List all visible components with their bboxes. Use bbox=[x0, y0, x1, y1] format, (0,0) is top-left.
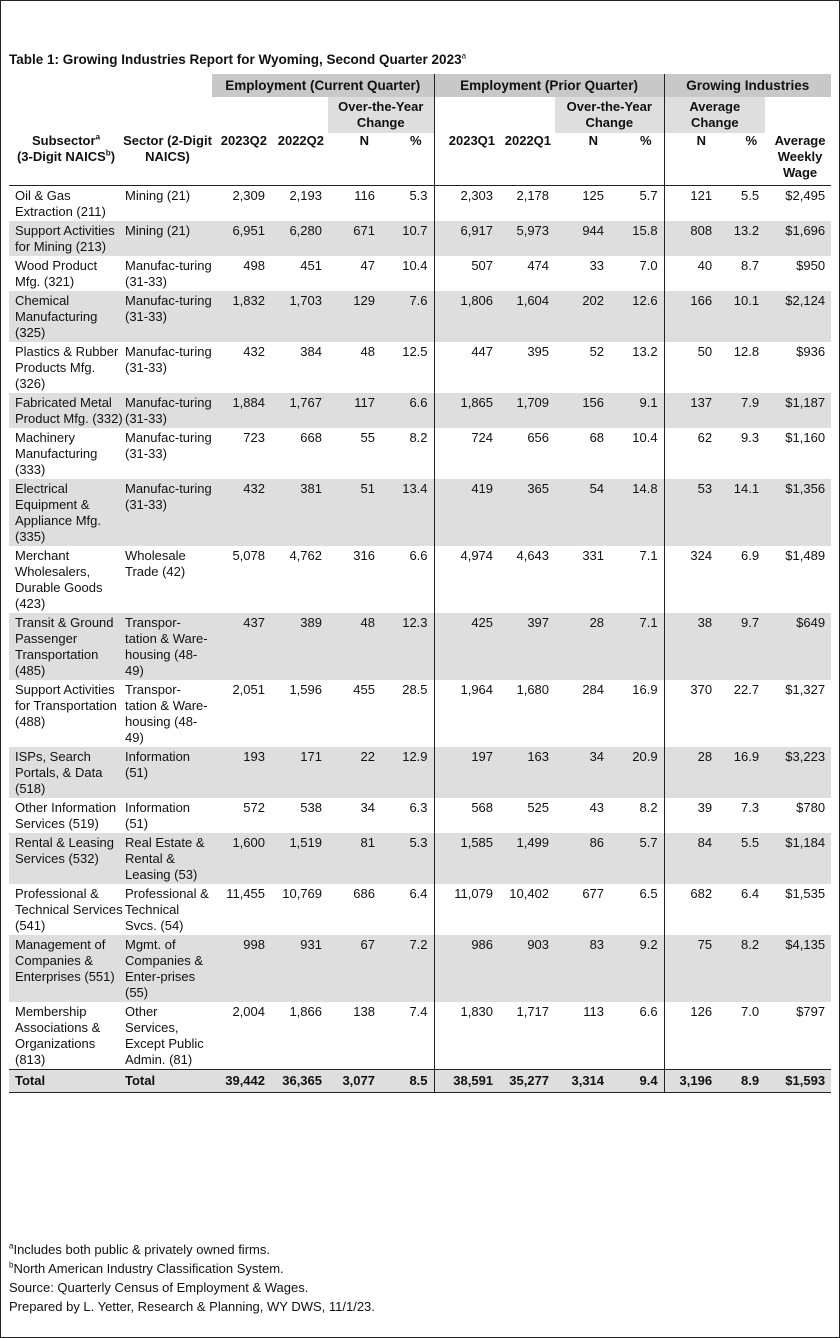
cell-average-change-pct: 7.3 bbox=[740, 800, 760, 815]
cell-current-change-n: 51 bbox=[328, 479, 381, 546]
col-subsector bbox=[9, 133, 123, 186]
cell-subsector: Oil & Gas Extraction (211) bbox=[15, 188, 106, 219]
cell-sector: Information (51) bbox=[123, 747, 212, 798]
cell-subsector: Membership Associations & Organizations (813) bbox=[15, 1004, 101, 1067]
footnotes bbox=[9, 1240, 375, 1316]
cell-employment-2023q1: 986 bbox=[434, 935, 499, 1002]
footnote-text: Prepared by L. Yetter, Research & Planning, WY DWS, 11/1/23. bbox=[9, 1299, 375, 1314]
cell-current-change-pct: 5.3 bbox=[409, 188, 428, 203]
cell-employment-2023q2: 998 bbox=[212, 935, 271, 1002]
cell-average-weekly-wage: $2,495 bbox=[785, 188, 826, 203]
cell-employment-2022q2: 1,866 bbox=[289, 1004, 322, 1019]
table-row bbox=[9, 613, 831, 680]
cell-sector: Transpor-tation & Ware-housing (48-49) bbox=[125, 682, 208, 745]
cell-employment-2022q1: 1,499 bbox=[499, 833, 555, 884]
cell-prior-change-pct: 14.8 bbox=[610, 479, 664, 546]
cell-subsector: Wood Product Mfg. (321) bbox=[15, 258, 98, 289]
cell-prior-change-pct: 5.7 bbox=[639, 188, 658, 203]
cell-current-change-pct: 10.4 bbox=[402, 258, 428, 273]
cell-average-change-n: 682 bbox=[664, 884, 718, 935]
title-footnote-marker: a bbox=[461, 51, 467, 61]
cell-prior-change-pct: 9.2 bbox=[610, 935, 664, 1002]
cell-prior-change-pct: 20.9 bbox=[610, 747, 664, 798]
cell-average-weekly-wage: $2,124 bbox=[765, 291, 831, 342]
column-header-row bbox=[9, 133, 831, 186]
subgroup-prior-oty: Over-the-Year Change bbox=[555, 97, 664, 133]
col-2023q2: 2023Q2 bbox=[220, 133, 267, 148]
cell-average-change-n: 370 bbox=[664, 680, 718, 747]
cell-average-change-pct: 8.2 bbox=[718, 935, 765, 1002]
cell-subsector: Management of Companies & Enterprises (551) bbox=[9, 935, 123, 1002]
cell-average-change-n: 39 bbox=[664, 798, 718, 833]
cell-employment-2023q2: 572 bbox=[243, 800, 265, 815]
cell-average-change-n: 50 bbox=[664, 342, 718, 393]
table-row bbox=[9, 884, 831, 935]
cell-current-change-n: 671 bbox=[328, 221, 381, 256]
total-2022q1: 35,277 bbox=[499, 1070, 555, 1093]
cell-employment-2023q2: 432 bbox=[243, 344, 265, 359]
cell-sector: Mining (21) bbox=[125, 188, 191, 203]
cell-current-change-n: 138 bbox=[353, 1004, 375, 1019]
col-average-weekly-wage: Average Weekly Wage bbox=[774, 133, 826, 180]
cell-employment-2022q2: 451 bbox=[300, 258, 322, 273]
cell-prior-change-n: 52 bbox=[589, 344, 605, 359]
cell-employment-2023q2: 2,309 bbox=[232, 188, 265, 203]
cell-employment-2022q1: 2,178 bbox=[516, 188, 550, 203]
cell-employment-2023q2: 11,455 bbox=[226, 886, 265, 901]
cell-average-weekly-wage: $1,184 bbox=[765, 833, 831, 884]
table-row bbox=[9, 342, 831, 393]
cell-employment-2022q1: 656 bbox=[527, 430, 550, 445]
col-prior-pct: % bbox=[640, 133, 652, 148]
cell-prior-change-n: 113 bbox=[583, 1004, 605, 1019]
cell-subsector: Plastics & Rubber Products Mfg. (326) bbox=[15, 344, 119, 391]
cell-current-change-pct: 6.4 bbox=[409, 886, 428, 901]
col-prior-n: N bbox=[588, 133, 599, 148]
cell-sector: Transpor-tation & Ware-housing (48-49) bbox=[123, 613, 212, 680]
cell-current-change-n: 129 bbox=[328, 291, 381, 342]
cell-employment-2022q2: 538 bbox=[300, 800, 322, 815]
footnote-text: Source: Quarterly Census of Employment & Wages. bbox=[9, 1280, 309, 1295]
cell-current-change-pct: 13.4 bbox=[381, 479, 434, 546]
cell-subsector: Professional & Technical Services (541) bbox=[15, 886, 123, 933]
cell-average-weekly-wage: $1,489 bbox=[785, 548, 826, 563]
cell-average-change-n: 121 bbox=[664, 186, 718, 222]
group-header-row bbox=[9, 74, 831, 97]
cell-prior-change-pct: 9.1 bbox=[610, 393, 664, 428]
cell-employment-2023q1: 6,917 bbox=[434, 221, 499, 256]
cell-sector: Other Services, Except Public Admin. (81) bbox=[125, 1004, 204, 1067]
cell-employment-2022q2: 6,280 bbox=[271, 221, 328, 256]
total-current-pct: 8.5 bbox=[381, 1070, 434, 1093]
table-row bbox=[9, 680, 831, 747]
cell-employment-2022q1: 5,973 bbox=[499, 221, 555, 256]
col-subsector-label: Subsector bbox=[31, 133, 96, 148]
subgroup-header-row bbox=[9, 97, 831, 133]
cell-prior-change-n: 34 bbox=[555, 747, 610, 798]
cell-average-weekly-wage: $1,160 bbox=[785, 430, 826, 445]
cell-employment-2022q2: 381 bbox=[271, 479, 328, 546]
cell-prior-change-pct: 12.6 bbox=[610, 291, 664, 342]
col-growing-n: N bbox=[664, 133, 718, 186]
total-prior-n: 3,314 bbox=[555, 1070, 610, 1093]
cell-sector: Professional & Technical Svcs. (54) bbox=[125, 886, 209, 933]
cell-subsector: Merchant Wholesalers, Durable Goods (423) bbox=[15, 548, 103, 611]
cell-average-change-pct: 13.2 bbox=[718, 221, 765, 256]
cell-current-change-pct: 7.6 bbox=[381, 291, 434, 342]
cell-average-change-pct: 9.3 bbox=[740, 430, 760, 445]
table-body bbox=[9, 186, 831, 1093]
cell-average-change-pct: 6.4 bbox=[740, 886, 760, 901]
cell-subsector: Fabricated Metal Product Mfg. (332) bbox=[9, 393, 123, 428]
cell-average-change-n: 38 bbox=[664, 613, 718, 680]
cell-average-change-pct: 5.5 bbox=[718, 833, 765, 884]
cell-employment-2022q2: 1,596 bbox=[289, 682, 322, 697]
cell-sector: Mgmt. of Companies & Enter-prises (55) bbox=[123, 935, 212, 1002]
cell-employment-2023q2: 498 bbox=[243, 258, 265, 273]
cell-employment-2022q1: 10,402 bbox=[509, 886, 550, 901]
cell-current-change-pct: 6.6 bbox=[409, 548, 428, 563]
cell-employment-2022q1: 1,717 bbox=[516, 1004, 550, 1019]
cell-employment-2023q2: 193 bbox=[212, 747, 271, 798]
cell-average-change-n: 808 bbox=[664, 221, 718, 256]
cell-average-weekly-wage: $1,535 bbox=[785, 886, 826, 901]
cell-sector: Manufac-turing (31-33) bbox=[125, 430, 212, 461]
cell-employment-2022q1: 397 bbox=[499, 613, 555, 680]
total-row bbox=[9, 1070, 831, 1093]
cell-average-weekly-wage: $936 bbox=[796, 344, 826, 359]
cell-current-change-n: 55 bbox=[360, 430, 375, 445]
cell-subsector: Transit & Ground Passenger Transportation (485) bbox=[9, 613, 123, 680]
cell-employment-2023q1: 2,303 bbox=[434, 186, 499, 222]
cell-average-change-n: 62 bbox=[664, 428, 718, 479]
cell-employment-2023q1: 1,585 bbox=[434, 833, 499, 884]
cell-employment-2023q1: 4,974 bbox=[434, 546, 499, 613]
cell-employment-2023q1: 1,806 bbox=[434, 291, 499, 342]
cell-subsector: Support Activities for Transportation (488) bbox=[15, 682, 117, 729]
table-row bbox=[9, 935, 831, 1002]
cell-average-change-n: 324 bbox=[664, 546, 718, 613]
cell-average-weekly-wage: $797 bbox=[796, 1004, 826, 1019]
cell-average-weekly-wage: $3,223 bbox=[765, 747, 831, 798]
cell-employment-2023q1: 1,865 bbox=[434, 393, 499, 428]
cell-employment-2023q1: 11,079 bbox=[434, 884, 499, 935]
cell-average-weekly-wage: $780 bbox=[796, 800, 826, 815]
cell-prior-change-pct: 7.0 bbox=[639, 258, 658, 273]
footnote-marker: b bbox=[9, 1260, 14, 1270]
cell-prior-change-n: 54 bbox=[555, 479, 610, 546]
cell-subsector: ISPs, Search Portals, & Data (518) bbox=[9, 747, 123, 798]
cell-prior-change-n: 83 bbox=[555, 935, 610, 1002]
cell-average-change-n: 75 bbox=[664, 935, 718, 1002]
cell-employment-2022q1: 1,709 bbox=[499, 393, 555, 428]
cell-sector: Manufac-turing (31-33) bbox=[123, 479, 212, 546]
cell-current-change-pct: 5.3 bbox=[381, 833, 434, 884]
cell-current-change-n: 48 bbox=[328, 613, 381, 680]
cell-current-change-n: 22 bbox=[328, 747, 381, 798]
cell-average-change-n: 137 bbox=[664, 393, 718, 428]
cell-prior-change-pct: 7.1 bbox=[639, 548, 658, 563]
cell-employment-2023q2: 2,051 bbox=[232, 682, 265, 697]
cell-average-change-pct: 16.9 bbox=[718, 747, 765, 798]
cell-subsector: Support Activities for Mining (213) bbox=[9, 221, 123, 256]
cell-average-weekly-wage: $1,187 bbox=[765, 393, 831, 428]
cell-average-change-n: 84 bbox=[664, 833, 718, 884]
cell-employment-2023q2: 5,078 bbox=[232, 548, 265, 563]
cell-average-change-pct: 14.1 bbox=[718, 479, 765, 546]
cell-current-change-pct: 8.2 bbox=[409, 430, 428, 445]
total-2022q2: 36,365 bbox=[271, 1070, 328, 1093]
cell-employment-2022q2: 1,767 bbox=[271, 393, 328, 428]
cell-prior-change-pct: 7.1 bbox=[610, 613, 664, 680]
cell-current-change-n: 316 bbox=[353, 548, 375, 563]
cell-current-change-pct: 7.2 bbox=[381, 935, 434, 1002]
total-2023q1: 38,591 bbox=[434, 1070, 499, 1093]
cell-employment-2022q1: 1,604 bbox=[499, 291, 555, 342]
cell-average-change-pct: 10.1 bbox=[718, 291, 765, 342]
cell-employment-2023q2: 1,884 bbox=[212, 393, 271, 428]
cell-employment-2022q2: 10,769 bbox=[282, 886, 322, 901]
cell-prior-change-pct: 16.9 bbox=[632, 682, 658, 697]
cell-employment-2022q1: 365 bbox=[499, 479, 555, 546]
cell-average-change-n: 126 bbox=[664, 1002, 718, 1070]
table-row bbox=[9, 428, 831, 479]
col-current-pct: % bbox=[409, 133, 422, 148]
table-row bbox=[9, 291, 831, 342]
cell-employment-2022q2: 668 bbox=[300, 430, 322, 445]
cell-average-weekly-wage: $1,356 bbox=[765, 479, 831, 546]
cell-employment-2022q2: 171 bbox=[271, 747, 328, 798]
cell-subsector: Machinery Manufacturing (333) bbox=[15, 430, 98, 477]
total-growing-pct: 8.9 bbox=[718, 1070, 765, 1093]
cell-sector: Manufac-turing (31-33) bbox=[125, 344, 212, 375]
cell-average-change-pct: 22.7 bbox=[733, 682, 760, 697]
cell-prior-change-n: 944 bbox=[555, 221, 610, 256]
cell-average-change-pct: 6.9 bbox=[740, 548, 760, 563]
col-2023q1: 2023Q1 bbox=[434, 133, 499, 186]
subgroup-average-change: Average Change bbox=[664, 97, 765, 133]
cell-average-weekly-wage: $1,696 bbox=[765, 221, 831, 256]
cell-current-change-pct: 6.3 bbox=[409, 800, 428, 815]
cell-employment-2022q2: 931 bbox=[271, 935, 328, 1002]
cell-employment-2022q2: 1,519 bbox=[271, 833, 328, 884]
cell-prior-change-pct: 15.8 bbox=[610, 221, 664, 256]
cell-prior-change-pct: 10.4 bbox=[632, 430, 658, 445]
total-prior-pct: 9.4 bbox=[610, 1070, 664, 1093]
cell-employment-2023q2: 437 bbox=[212, 613, 271, 680]
cell-current-change-pct: 10.7 bbox=[381, 221, 434, 256]
cell-subsector: Other Information Services (519) bbox=[15, 800, 117, 831]
cell-average-change-pct: 5.5 bbox=[740, 188, 760, 203]
cell-employment-2023q1: 1,830 bbox=[434, 1002, 499, 1070]
cell-current-change-n: 47 bbox=[360, 258, 375, 273]
cell-sector: Real Estate & Rental & Leasing (53) bbox=[123, 833, 212, 884]
cell-employment-2022q1: 474 bbox=[527, 258, 550, 273]
cell-employment-2023q1: 1,964 bbox=[434, 680, 499, 747]
table-row bbox=[9, 479, 831, 546]
cell-current-change-n: 81 bbox=[328, 833, 381, 884]
cell-employment-2022q2: 2,193 bbox=[289, 188, 322, 203]
cell-employment-2023q2: 432 bbox=[212, 479, 271, 546]
cell-prior-change-n: 156 bbox=[555, 393, 610, 428]
cell-employment-2023q1: 568 bbox=[434, 798, 499, 833]
cell-employment-2022q1: 163 bbox=[499, 747, 555, 798]
group-header-current: Employment (Current Quarter) bbox=[212, 74, 434, 97]
col-current-n: N bbox=[359, 133, 369, 148]
cell-average-change-pct: 12.8 bbox=[733, 344, 760, 359]
footnote-marker: a bbox=[9, 1241, 14, 1251]
cell-prior-change-pct: 8.2 bbox=[639, 800, 658, 815]
cell-sector: Information (51) bbox=[125, 800, 191, 831]
col-subsector-label-2b: ) bbox=[110, 149, 116, 164]
table-row bbox=[9, 747, 831, 798]
table-row bbox=[9, 256, 831, 291]
cell-employment-2022q1: 1,680 bbox=[516, 682, 550, 697]
cell-average-change-n: 166 bbox=[664, 291, 718, 342]
cell-prior-change-n: 43 bbox=[589, 800, 605, 815]
table-row bbox=[9, 221, 831, 256]
cell-employment-2023q1: 447 bbox=[434, 342, 499, 393]
cell-employment-2023q2: 1,832 bbox=[212, 291, 271, 342]
footnote-line bbox=[9, 1259, 375, 1278]
cell-average-change-pct: 7.9 bbox=[718, 393, 765, 428]
cell-prior-change-n: 28 bbox=[555, 613, 610, 680]
cell-current-change-n: 48 bbox=[360, 344, 375, 359]
group-header-prior: Employment (Prior Quarter) bbox=[434, 74, 664, 97]
table-title-text: Table 1: Growing Industries Report for Wyoming, Second Quarter 2023 bbox=[9, 52, 462, 67]
cell-prior-change-n: 68 bbox=[589, 430, 605, 445]
cell-sector: Manufac-turing (31-33) bbox=[125, 258, 212, 289]
cell-average-weekly-wage: $4,135 bbox=[765, 935, 831, 1002]
cell-average-change-pct: 9.7 bbox=[718, 613, 765, 680]
cell-average-change-n: 40 bbox=[664, 256, 718, 291]
cell-current-change-pct: 12.9 bbox=[381, 747, 434, 798]
cell-employment-2022q1: 395 bbox=[527, 344, 550, 359]
cell-employment-2022q2: 4,762 bbox=[289, 548, 322, 563]
cell-employment-2023q1: 507 bbox=[434, 256, 499, 291]
col-subsector-sup2: b bbox=[105, 148, 111, 158]
cell-employment-2023q2: 723 bbox=[243, 430, 265, 445]
cell-prior-change-n: 86 bbox=[555, 833, 610, 884]
cell-employment-2022q2: 384 bbox=[300, 344, 322, 359]
footnote-text: North American Industry Classification System. bbox=[13, 1261, 284, 1276]
footnote-line bbox=[9, 1278, 375, 1297]
cell-sector: Wholesale Trade (42) bbox=[125, 548, 186, 579]
cell-average-change-n: 28 bbox=[664, 747, 718, 798]
cell-average-change-pct: 8.7 bbox=[740, 258, 760, 273]
cell-prior-change-pct: 5.7 bbox=[610, 833, 664, 884]
cell-subsector: Electrical Equipment & Appliance Mfg. (335) bbox=[9, 479, 123, 546]
cell-current-change-n: 455 bbox=[353, 682, 375, 697]
table-row bbox=[9, 833, 831, 884]
cell-current-change-n: 34 bbox=[360, 800, 375, 815]
subgroup-current-oty: Over-the-Year Change bbox=[328, 97, 434, 133]
cell-sector: Manufac-turing (31-33) bbox=[123, 291, 212, 342]
cell-average-weekly-wage: $1,327 bbox=[785, 682, 826, 697]
cell-average-weekly-wage: $649 bbox=[765, 613, 831, 680]
cell-current-change-n: 67 bbox=[328, 935, 381, 1002]
cell-current-change-n: 117 bbox=[328, 393, 381, 428]
cell-average-change-pct: 7.0 bbox=[740, 1004, 760, 1019]
cell-prior-change-n: 33 bbox=[589, 258, 605, 273]
cell-subsector: Chemical Manufacturing (325) bbox=[9, 291, 123, 342]
cell-employment-2023q2: 2,004 bbox=[232, 1004, 265, 1019]
footnote-line bbox=[9, 1297, 375, 1316]
growing-industries-table bbox=[9, 74, 831, 1093]
cell-current-change-pct: 28.5 bbox=[402, 682, 428, 697]
cell-employment-2022q1: 525 bbox=[527, 800, 550, 815]
cell-employment-2023q1: 419 bbox=[434, 479, 499, 546]
table-row bbox=[9, 1002, 831, 1070]
table-row bbox=[9, 546, 831, 613]
cell-prior-change-n: 331 bbox=[582, 548, 605, 563]
table-title bbox=[9, 52, 466, 67]
cell-employment-2023q2: 6,951 bbox=[212, 221, 271, 256]
footnote-line bbox=[9, 1240, 375, 1259]
cell-prior-change-n: 677 bbox=[582, 886, 605, 901]
cell-sector: Mining (21) bbox=[123, 221, 212, 256]
cell-employment-2022q1: 903 bbox=[499, 935, 555, 1002]
cell-employment-2023q1: 197 bbox=[434, 747, 499, 798]
total-2023q2: 39,442 bbox=[212, 1070, 271, 1093]
cell-employment-2023q1: 724 bbox=[434, 428, 499, 479]
cell-prior-change-n: 284 bbox=[582, 682, 605, 697]
col-growing-pct: % bbox=[745, 133, 758, 148]
cell-average-change-n: 53 bbox=[664, 479, 718, 546]
footnote-text: Includes both public & privately owned firms. bbox=[13, 1242, 270, 1257]
cell-current-change-pct: 7.4 bbox=[409, 1004, 428, 1019]
cell-prior-change-pct: 13.2 bbox=[632, 344, 658, 359]
total-growing-n: 3,196 bbox=[664, 1070, 718, 1093]
cell-prior-change-n: 125 bbox=[582, 188, 605, 203]
cell-subsector: Rental & Leasing Services (532) bbox=[9, 833, 123, 884]
cell-prior-change-n: 202 bbox=[555, 291, 610, 342]
cell-employment-2023q1: 425 bbox=[434, 613, 499, 680]
cell-employment-2022q1: 4,643 bbox=[516, 548, 550, 563]
cell-sector: Manufac-turing (31-33) bbox=[125, 395, 212, 426]
col-2022q1: 2022Q1 bbox=[504, 133, 552, 148]
cell-current-change-n: 116 bbox=[354, 188, 375, 203]
col-2022q2: 2022Q2 bbox=[277, 133, 324, 148]
col-sector: Sector (2-Digit NAICS) bbox=[123, 133, 212, 164]
cell-employment-2022q2: 1,703 bbox=[271, 291, 328, 342]
total-sector: Total bbox=[123, 1070, 212, 1093]
total-average-weekly-wage: $1,593 bbox=[765, 1070, 831, 1093]
cell-current-change-pct: 12.5 bbox=[402, 344, 428, 359]
col-subsector-sup: a bbox=[95, 132, 101, 142]
table-row bbox=[9, 393, 831, 428]
total-subsector: Total bbox=[9, 1070, 123, 1093]
cell-prior-change-pct: 6.6 bbox=[639, 1004, 658, 1019]
cell-current-change-pct: 12.3 bbox=[381, 613, 434, 680]
col-subsector-label-2a: (3-Digit NAICS bbox=[16, 149, 106, 164]
cell-current-change-n: 686 bbox=[353, 886, 375, 901]
cell-employment-2023q2: 1,600 bbox=[212, 833, 271, 884]
cell-current-change-pct: 6.6 bbox=[381, 393, 434, 428]
cell-average-weekly-wage: $950 bbox=[796, 258, 826, 273]
table-row bbox=[9, 798, 831, 833]
table-row bbox=[9, 186, 831, 222]
cell-prior-change-pct: 6.5 bbox=[639, 886, 658, 901]
cell-employment-2022q2: 389 bbox=[271, 613, 328, 680]
total-current-n: 3,077 bbox=[328, 1070, 381, 1093]
group-header-growing: Growing Industries bbox=[664, 74, 831, 97]
